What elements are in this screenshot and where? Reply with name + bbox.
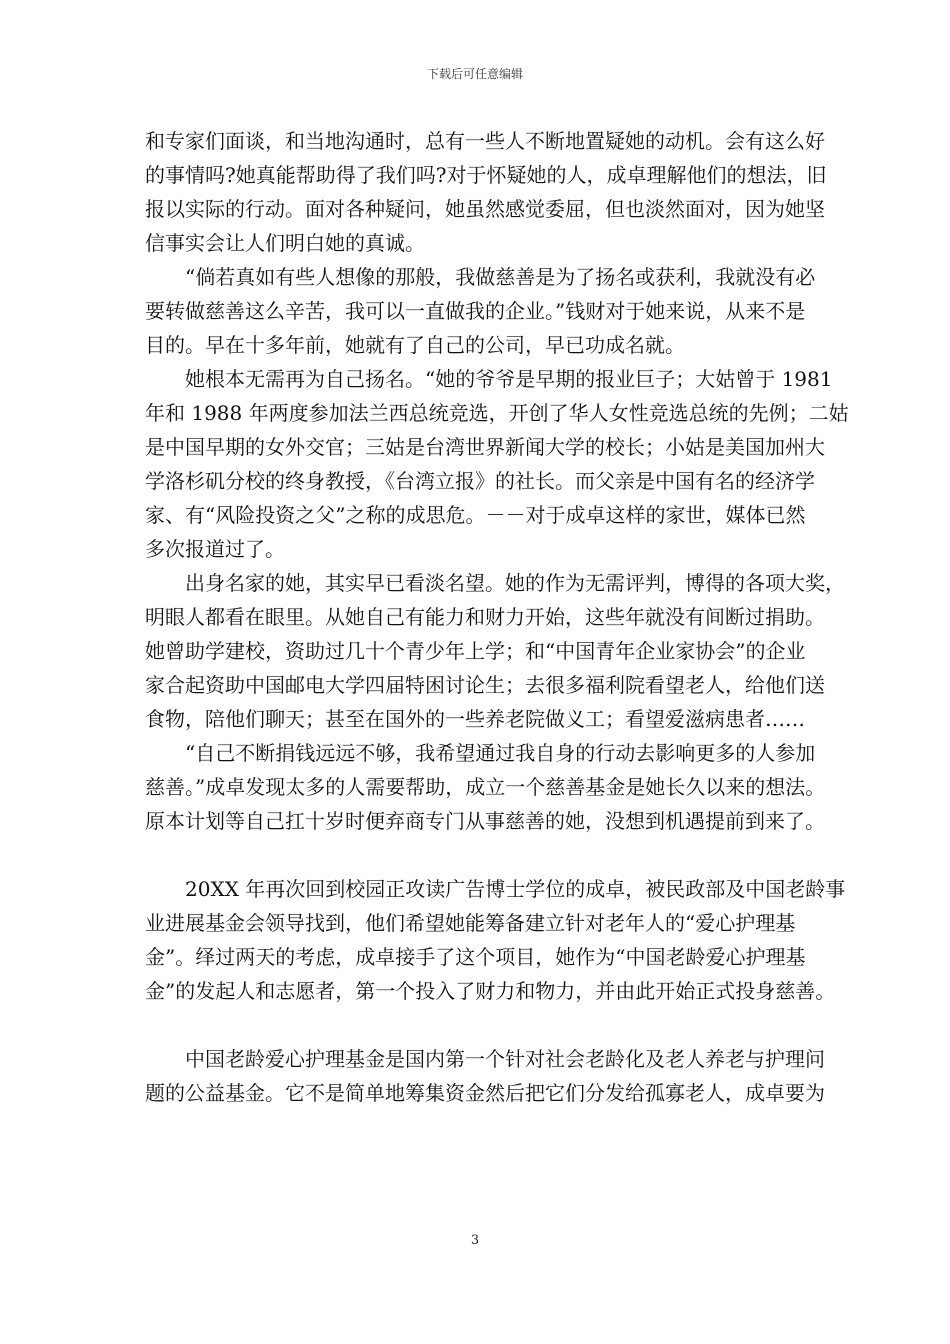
text-line: 是中国早期的女外交官；三姑是台湾世界新闻大学的校长；小姑是美国加州大 bbox=[145, 435, 825, 459]
paragraph-1 bbox=[145, 124, 827, 260]
text-line: 学洛杉矶分校的终身教授，《台湾立报》的社长。而父亲是中国有名的经济学 bbox=[145, 469, 815, 493]
text-line: 和专家们面谈，和当地沟通时，总有一些人不断地置疑她的动机。会有这么好 bbox=[145, 129, 825, 153]
page-header: 下载后可任意编辑 bbox=[426, 67, 523, 81]
text-line: 目的。早在十多年前，她就有了自己的公司，早已功成名就。 bbox=[145, 333, 685, 357]
blank-line bbox=[145, 1008, 811, 1042]
document-body bbox=[145, 124, 849, 1110]
text-line: 食物，陪他们聊天；甚至在国外的一些养老院做义工；看望爱滋病患者…… bbox=[145, 707, 805, 731]
text-line: 家、有“风险投资之父”之称的成思危。－－对于成卓这样的家世，媒体已然 bbox=[145, 503, 806, 527]
text-line: 年和 1988 年两度参加法兰西总统竞选，开创了华人女性竞选总统的先例；二姑 bbox=[145, 401, 849, 425]
paragraph-7 bbox=[145, 1042, 825, 1110]
text-line: 她曾助学建校，资助过几十个青少年上学；和“中国青年企业家协会”的企业 bbox=[145, 639, 806, 663]
text-line: 她根本无需再为自己扬名。“她的爷爷是早期的报业巨子；大姑曾于 1981 bbox=[185, 367, 833, 391]
text-line: 的事情吗?她真能帮助得了我们吗?对于怀疑她的人，成卓理解他们的想法，旧 bbox=[145, 163, 827, 187]
text-line: 题的公益基金。它不是简单地筹集资金然后把它们分发给孤寡老人，成卓要为 bbox=[145, 1081, 825, 1105]
text-line: 20XX 年再次回到校园正攻读广告博士学位的成卓，被民政部及中国老龄事 bbox=[185, 877, 846, 901]
text-line: 原本计划等自己扛十岁时便弃商专门从事慈善的她，没想到机遇提前到来了。 bbox=[145, 809, 825, 833]
text-line: 金”的发起人和志愿者，第一个投入了财力和物力，并由此开始正式投身慈善。 bbox=[145, 979, 836, 1003]
text-line: 业进展基金会领导找到，他们希望她能筹备建立针对老年人的“爱心护理基 bbox=[145, 911, 796, 935]
paragraph-4 bbox=[145, 566, 845, 736]
text-line: 信事实会让人们明白她的真诚。 bbox=[145, 231, 425, 255]
paragraph-3 bbox=[145, 362, 849, 566]
text-line: 中国老龄爱心护理基金是国内第一个针对社会老龄化及老人养老与护理问 bbox=[185, 1047, 825, 1071]
paragraph-6 bbox=[145, 872, 846, 1008]
page-number: 3 bbox=[470, 1233, 480, 1248]
paragraph-5 bbox=[145, 736, 826, 838]
paragraph-2 bbox=[145, 260, 816, 362]
text-line: 出身名家的她，其实早已看淡名望。她的作为无需评判，博得的各项大奖， bbox=[185, 571, 845, 595]
text-line: 慈善。”成卓发现太多的人需要帮助，成立一个慈善基金是她长久以来的想法。 bbox=[145, 775, 826, 799]
text-line: 金”。绎过两天的考虑，成卓接手了这个项目，她作为“中国老龄爱心护理基 bbox=[145, 945, 806, 969]
text-line: 家合起资助中国邮电大学四届特困讨论生；去很多福利院看望老人，给他们送 bbox=[145, 673, 825, 697]
text-line: “倘若真如有些人想像的那般，我做慈善是为了扬名或获利，我就没有必 bbox=[185, 265, 816, 289]
text-line: 明眼人都看在眼里。从她自己有能力和财力开始，这些年就没有间断过捐助。 bbox=[145, 605, 825, 629]
text-line: 报以实际的行动。面对各种疑问，她虽然感觉委屈，但也淡然面对，因为她坚 bbox=[145, 197, 825, 221]
text-line: “自己不断捐钱远远不够，我希望通过我自身的行动去影响更多的人参加 bbox=[185, 741, 816, 765]
text-line: 要转做慈善这么辛苦，我可以一直做我的企业。”钱财对于她来说，从来不是 bbox=[145, 299, 806, 323]
text-line: 多次报道过了。 bbox=[145, 537, 285, 561]
blank-line bbox=[145, 838, 811, 872]
